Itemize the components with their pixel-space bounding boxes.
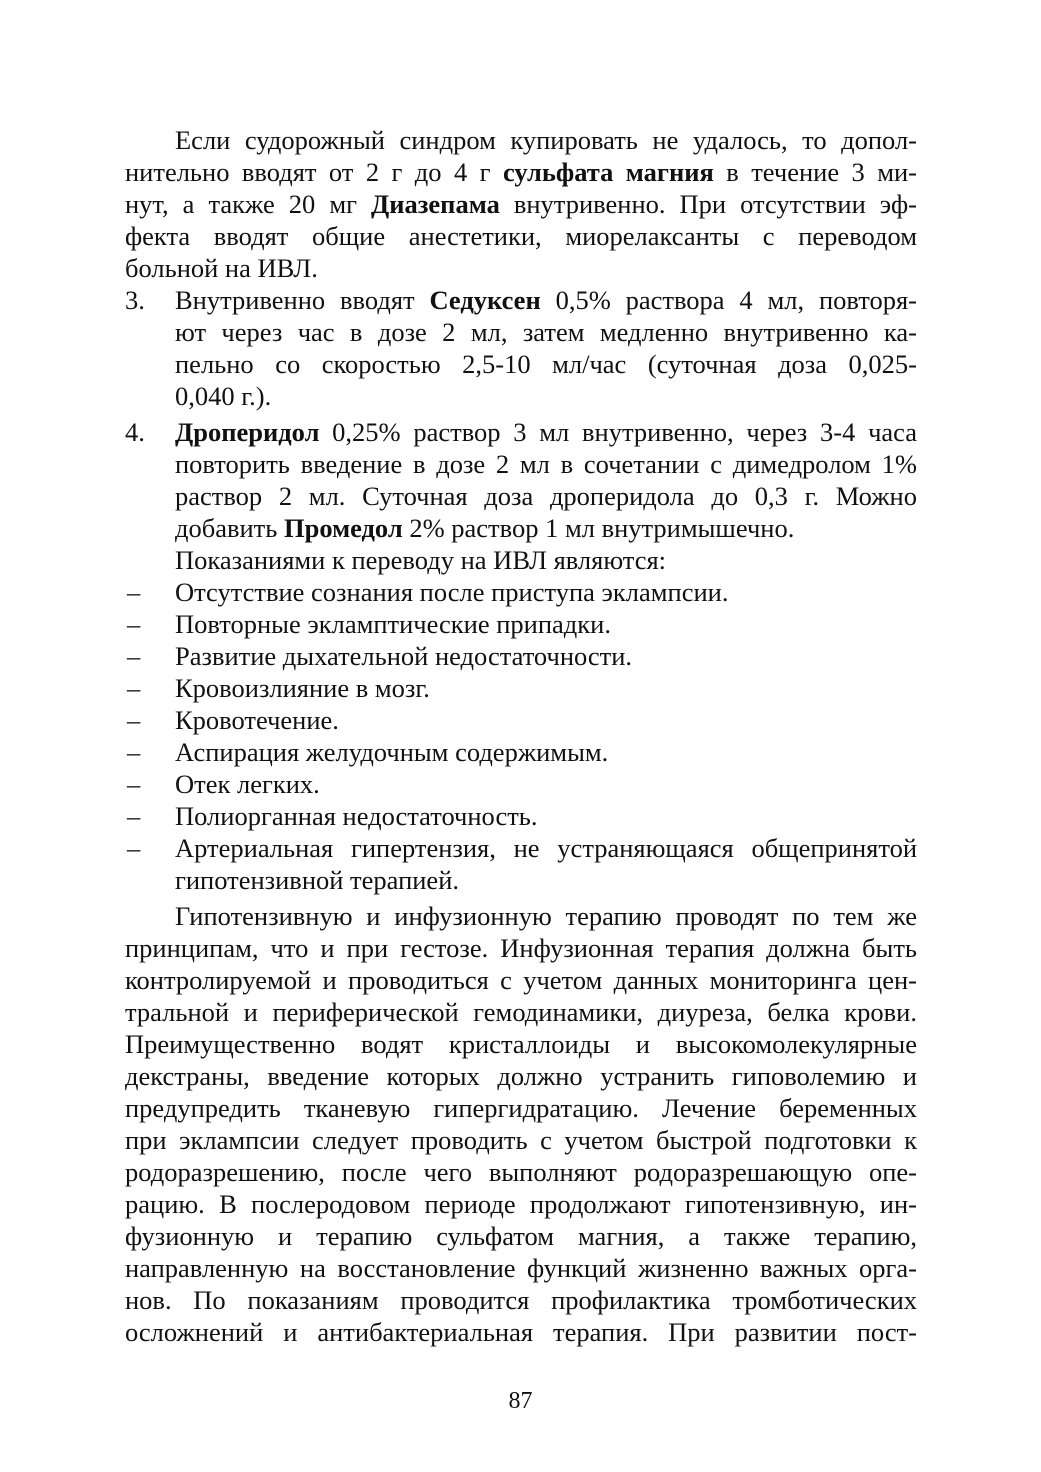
item3-line-2 [175, 316, 917, 348]
indication-item: Кровотечение. [175, 705, 339, 735]
final-paragraph-line: тральной и периферической гемодинамики, диуреза, белка крови. [125, 997, 917, 1027]
list-dash: – [127, 609, 141, 639]
indication-item: Отек легких. [175, 769, 320, 799]
indication-item-continuation: гипотензивной терапией. [175, 865, 459, 895]
final-paragraph-line: контролируемой и проводиться с учетом данных мониторинга цен- [125, 965, 917, 995]
final-paragraph-line: родоразрешению, после чего выполняют родоразрешающую опе- [125, 1157, 917, 1187]
item4-line-2 [175, 448, 917, 480]
final-paragraph-line: Гипотензивную и инфузионную терапию проводят по тем же [175, 901, 917, 931]
item-text: 0,040 г.). [175, 381, 272, 411]
list-dash: – [127, 641, 141, 671]
list-dash: – [127, 833, 141, 863]
item-text: Внутривенно вводят [175, 285, 430, 315]
list-marker-4: 4. [125, 417, 145, 447]
bold-drug-name: Дроперидол [175, 417, 320, 447]
indication-item: Полиорганная недостаточность. [175, 801, 538, 831]
intro-line-5 [125, 252, 917, 284]
indication-item: Кровоизлияние в мозг. [175, 673, 430, 703]
item-text: 0,25% раствор 3 мл внутривенно, через 3-4 часа [319, 417, 917, 447]
bold-drug-name: Промедол [283, 513, 403, 543]
item-text: добавить [175, 513, 284, 543]
intro-text: фекта вводят общие анестетики, миорелаксанты с переводом [125, 221, 917, 251]
page-number: 87 [508, 1388, 533, 1414]
intro-line-4 [125, 220, 917, 252]
indications-heading: Показаниями к переводу на ИВЛ являются: [175, 545, 667, 575]
item-text: ют через час в дозе 2 мл, затем медленно внутривенно ка- [175, 317, 917, 347]
final-paragraph-line: нов. По показаниям проводится профилактика тромботических [125, 1285, 917, 1315]
list-dash: – [127, 769, 141, 799]
item4-line-4 [175, 512, 917, 544]
item3-line-1 [175, 284, 917, 316]
indication-item: Отсутствие сознания после приступа эклампсии. [175, 577, 729, 607]
final-paragraph-line: направленную на восстановление функций жизненно важных орга- [125, 1253, 917, 1283]
intro-line-2 [125, 156, 917, 188]
item-text: 2% раствор 1 мл внутримышечно. [402, 513, 795, 543]
intro-line-1 [125, 124, 917, 156]
item4-line-3 [175, 480, 917, 512]
bold-drug-name: Седуксен [429, 285, 541, 315]
item-text: раствор 2 мл. Суточная доза дроперидола до 0,3 г. Можно [175, 481, 917, 511]
indication-item: Артериальная гипертензия, не устраняющаяся общепринятой [175, 833, 917, 863]
indication-item: Развитие дыхательной недостаточности. [175, 641, 633, 671]
list-dash: – [127, 577, 141, 607]
final-paragraph-line: предупредить тканевую гипергидратацию. Лечение беременных [125, 1093, 917, 1123]
item3-line-4 [175, 380, 917, 412]
item-text: 0,5% раствора 4 мл, повторя- [540, 285, 917, 315]
indication-item: Повторные экламптические припадки. [175, 609, 611, 639]
final-paragraph-line: осложнений и антибактериальная терапия. При развитии пост- [125, 1317, 917, 1347]
item4-line-1 [175, 416, 917, 448]
list-dash: – [127, 705, 141, 735]
list-marker-3: 3. [125, 285, 145, 315]
intro-text: Если судорожный синдром купировать не удалось, то допол- [175, 125, 917, 155]
indication-item: Аспирация желудочным содержимым. [175, 737, 609, 767]
item3-line-3 [175, 348, 917, 380]
item-text: пельно со скоростью 2,5-10 мл/час (суточная доза 0,025- [175, 349, 917, 379]
intro-text: в течение 3 ми- [713, 157, 917, 187]
final-paragraph-line: рацию. В послеродовом периоде продолжают гипотензивную, ин- [125, 1189, 917, 1219]
final-paragraph-line: принципам, что и при гестозе. Инфузионная терапия должна быть [125, 933, 917, 963]
intro-text: больной на ИВЛ. [125, 253, 318, 283]
intro-text: нут, а также 20 мг [125, 189, 372, 219]
final-paragraph-line: декстраны, введение которых должно устранить гиповолемию и [125, 1061, 917, 1091]
final-paragraph-line: Преимущественно водят кристаллоиды и высокомолекулярные [125, 1029, 917, 1059]
final-paragraph-line: при эклампсии следует проводить с учетом быстрой подготовки к [125, 1125, 917, 1155]
intro-text: нительно вводят от 2 г до 4 г [125, 157, 503, 187]
intro-text: внутривенно. При отсутствии эф- [499, 189, 917, 219]
list-dash: – [127, 737, 141, 767]
bold-drug-name: Диазепама [371, 189, 500, 219]
item-text: повторить введение в дозе 2 мл в сочетании с димедролом 1% [175, 449, 917, 479]
list-dash: – [127, 673, 141, 703]
intro-line-3 [125, 188, 917, 220]
list-dash: – [127, 801, 141, 831]
final-paragraph-line: фузионную и терапию сульфатом магния, а также терапию, [125, 1221, 917, 1251]
bold-drug-name: сульфата магния [502, 157, 714, 187]
